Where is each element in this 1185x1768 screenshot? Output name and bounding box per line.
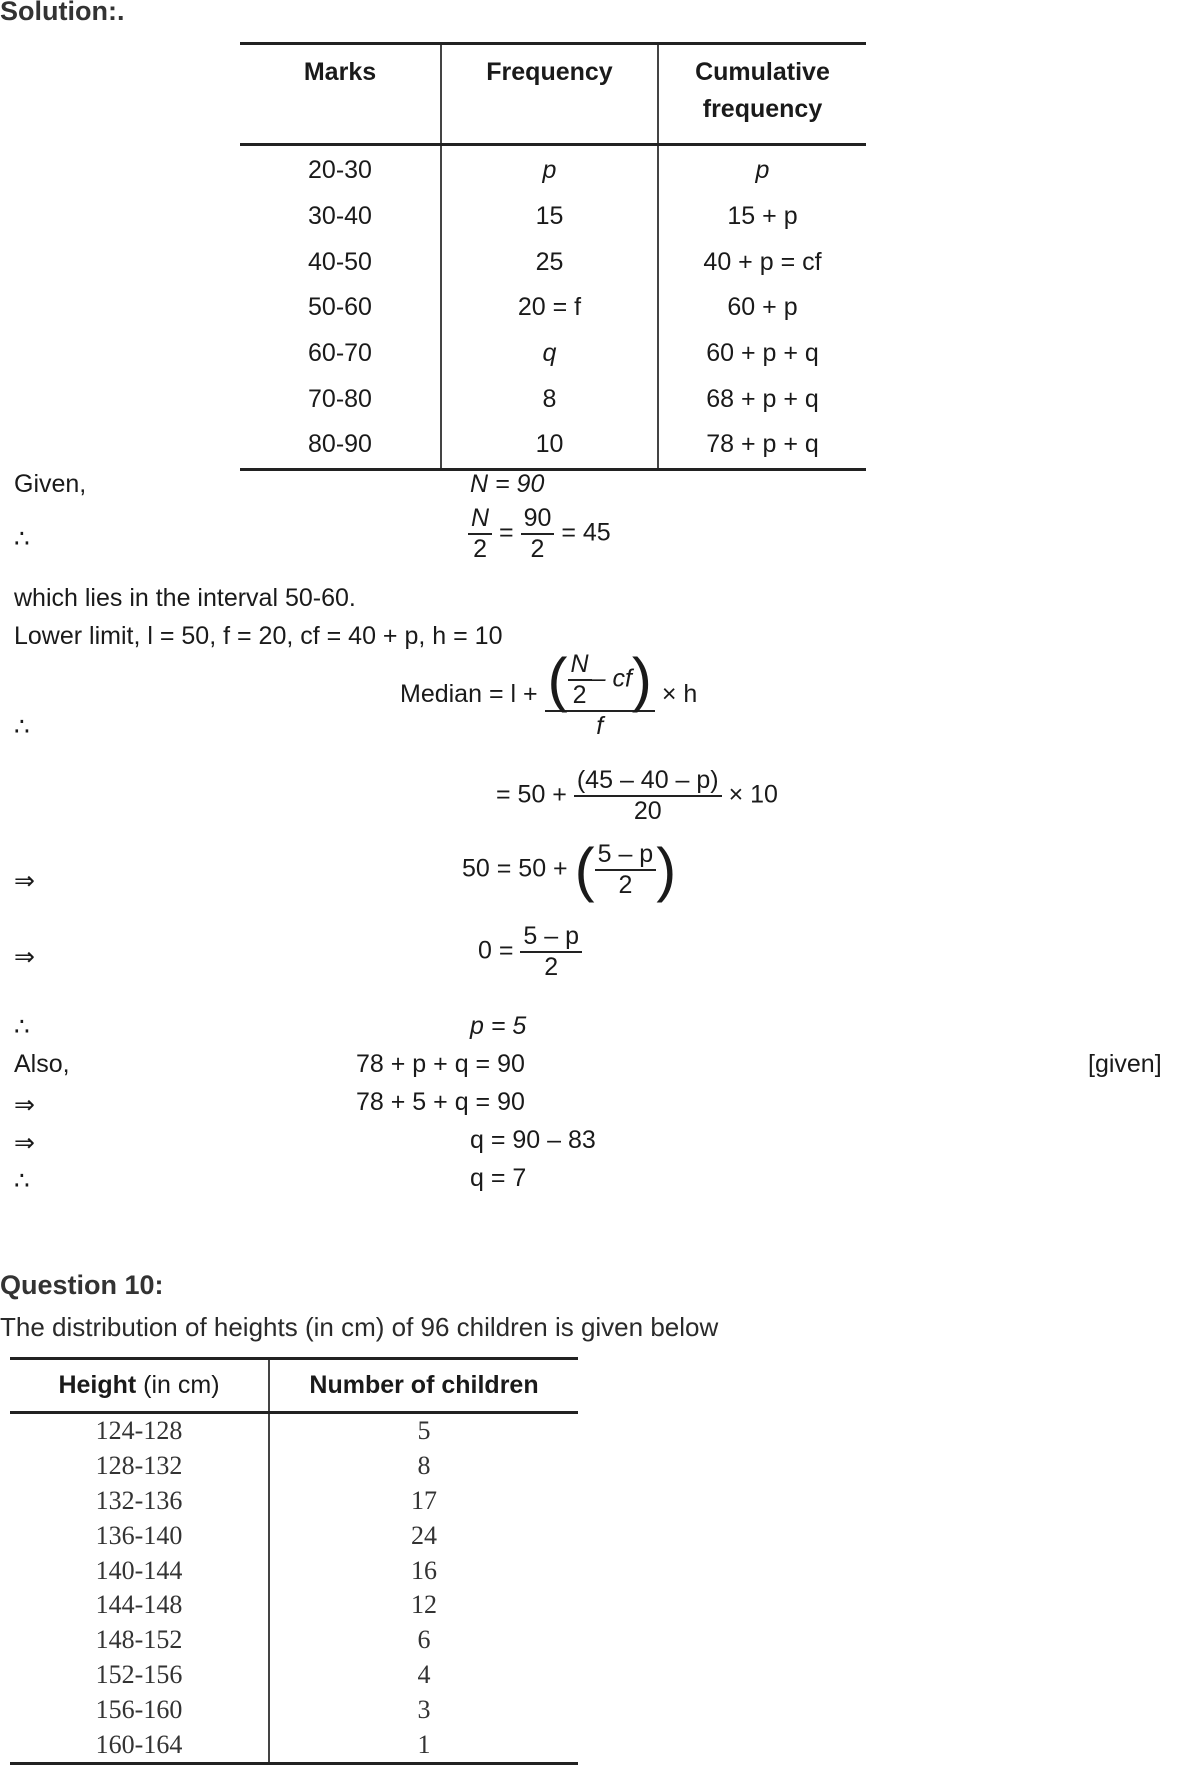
frac-denominator: 2 — [572, 681, 587, 709]
cell-height: 124-128 — [95, 1416, 183, 1446]
table-top-rule — [240, 42, 866, 45]
table-row — [10, 1658, 578, 1693]
cell-marks: 80-90 — [240, 422, 441, 469]
given-label: Given, — [14, 470, 87, 498]
table-header-row — [240, 42, 866, 145]
table-row — [10, 1413, 578, 1449]
header-number-of-children: Number of children — [269, 1359, 578, 1413]
step-left: 0 = — [478, 936, 514, 965]
table-row — [240, 376, 866, 422]
implies-symbol: ⇒ — [14, 1129, 35, 1157]
frac-denominator: 2 — [544, 952, 559, 981]
marks-frequency-table — [240, 42, 866, 471]
table-row — [240, 239, 866, 285]
equals: = — [499, 518, 514, 547]
cell-height: 132-136 — [95, 1485, 183, 1515]
implies-symbol: ⇒ — [14, 867, 35, 895]
result: = 45 — [561, 518, 611, 547]
header-height — [10, 1359, 269, 1413]
therefore-symbol: ∴ — [14, 713, 30, 741]
cell-marks: 20-30 — [308, 156, 372, 185]
frac-denominator: 2 — [530, 534, 545, 563]
also-label: Also, — [14, 1050, 70, 1078]
step-left: 50 = 50 + — [462, 854, 568, 883]
given-tag: [given] — [1088, 1050, 1162, 1078]
frac-denominator: 2 — [618, 871, 633, 899]
frac-numerator: N — [468, 504, 492, 535]
frac-numerator: 90 — [521, 504, 555, 535]
table-row — [10, 1518, 578, 1553]
cell-frequency: 20 = f — [441, 285, 658, 331]
header-height-bold: Height — [58, 1371, 137, 1399]
cell-cumulative: 15 + p — [658, 194, 866, 240]
implies-symbol: ⇒ — [14, 1091, 35, 1119]
cell-marks: 30-40 — [308, 202, 372, 231]
cf-term: – cf — [591, 664, 632, 693]
cell-frequency: p — [441, 145, 658, 194]
interval-text: which lies in the interval 50-60. — [14, 584, 356, 612]
question-10-heading: Question 10: — [0, 1270, 164, 1300]
frac-numerator: N — [568, 650, 592, 681]
median-step-2: 50 = 50 + ( $\frac{5 - p}{2}$ ) — [462, 836, 677, 903]
header-frequency: Frequency — [441, 42, 658, 145]
q-result: q = 7 — [470, 1164, 527, 1192]
cell-marks: 60-70 — [308, 339, 372, 368]
table-row — [10, 1692, 578, 1727]
cell-cumulative: 60 + p + q — [658, 331, 866, 377]
cell-cumulative: 78 + p + q — [658, 422, 866, 469]
frac-numerator: (45 – 40 – p) — [574, 766, 722, 797]
table-header-row — [10, 1359, 578, 1413]
cell-height: 144-148 — [95, 1590, 183, 1620]
header-cumulative-frequency: Cumulative frequency — [658, 42, 866, 145]
cell-children: 5 — [269, 1413, 578, 1449]
frac-numerator: 5 – p — [520, 922, 582, 953]
table-row — [240, 331, 866, 377]
table-row — [10, 1623, 578, 1658]
cell-cumulative: p — [658, 145, 866, 194]
cell-frequency: 10 — [441, 422, 658, 469]
median-denominator: f — [596, 712, 604, 740]
times-h: × h — [661, 679, 698, 708]
median-step-1 — [496, 766, 778, 826]
q-step: q = 90 – 83 — [470, 1126, 596, 1154]
cell-height: 128-132 — [95, 1451, 183, 1481]
frac-denominator: 2 — [473, 534, 487, 563]
frac-numerator: 5 – p — [595, 840, 657, 871]
cell-height: 148-152 — [95, 1625, 183, 1655]
table-row — [10, 1449, 578, 1484]
cell-frequency: 15 — [441, 194, 658, 240]
cell-marks: 50-60 — [308, 293, 372, 322]
cell-frequency: 25 — [441, 239, 658, 285]
cell-children: 8 — [269, 1449, 578, 1484]
step-left: = 50 + — [496, 780, 567, 809]
p-result: p = 5 — [470, 1012, 527, 1040]
therefore-symbol: ∴ — [14, 525, 30, 553]
therefore-symbol: ∴ — [14, 1013, 30, 1041]
table-row — [10, 1588, 578, 1623]
solution-heading: Solution:. — [0, 0, 125, 26]
cell-marks: 70-80 — [308, 384, 372, 413]
median-label: Median = l + — [400, 679, 538, 708]
cell-children: 3 — [269, 1692, 578, 1727]
cell-children: 1 — [269, 1727, 578, 1763]
cell-children: 17 — [269, 1484, 578, 1519]
cell-height: 152-156 — [95, 1659, 183, 1689]
header-height-unit: (in cm) — [143, 1371, 220, 1399]
half-n-expression — [468, 504, 611, 564]
cell-height: 160-164 — [10, 1727, 269, 1763]
cell-children: 16 — [269, 1553, 578, 1588]
median-step-3 — [478, 922, 582, 982]
cell-height: 140-144 — [95, 1555, 183, 1585]
cell-cumulative: 68 + p + q — [658, 376, 866, 422]
table-row — [240, 285, 866, 331]
table-row — [10, 1484, 578, 1519]
table-row — [10, 1553, 578, 1588]
n-equation: N = 90 — [470, 470, 545, 498]
table-row — [240, 422, 866, 469]
table-row — [10, 1727, 578, 1763]
question-10-text: The distribution of heights (in cm) of 96 children is given below — [0, 1312, 719, 1342]
cell-height: 136-140 — [95, 1520, 183, 1550]
cell-cumulative: 60 + p — [658, 285, 866, 331]
median-formula — [400, 646, 698, 741]
cell-frequency: 8 — [441, 376, 658, 422]
limits-text: Lower limit, l = 50, f = 20, cf = 40 + p, h = 10 — [14, 622, 503, 650]
cell-marks: 40-50 — [308, 247, 372, 276]
cell-children: 6 — [269, 1623, 578, 1658]
cell-height: 156-160 — [95, 1694, 183, 1724]
cell-children: 4 — [269, 1658, 578, 1693]
also-equation: 78 + p + q = 90 — [356, 1050, 525, 1078]
cell-children: 24 — [269, 1518, 578, 1553]
cell-children: 12 — [269, 1588, 578, 1623]
cell-cumulative: 40 + p = cf — [658, 239, 866, 285]
therefore-symbol: ∴ — [14, 1167, 30, 1195]
header-marks: Marks — [240, 42, 441, 145]
implies-symbol: ⇒ — [14, 943, 35, 971]
substituted-equation: 78 + 5 + q = 90 — [356, 1088, 525, 1116]
table-row — [240, 145, 866, 194]
median-numerator: ( $\frac{N}{2}$ – cf) — [545, 650, 655, 712]
table-row — [240, 194, 866, 240]
times-ten: × 10 — [728, 780, 778, 809]
frac-denominator: 20 — [633, 796, 662, 825]
height-distribution-table — [10, 1357, 578, 1765]
cell-frequency: q — [441, 331, 658, 377]
